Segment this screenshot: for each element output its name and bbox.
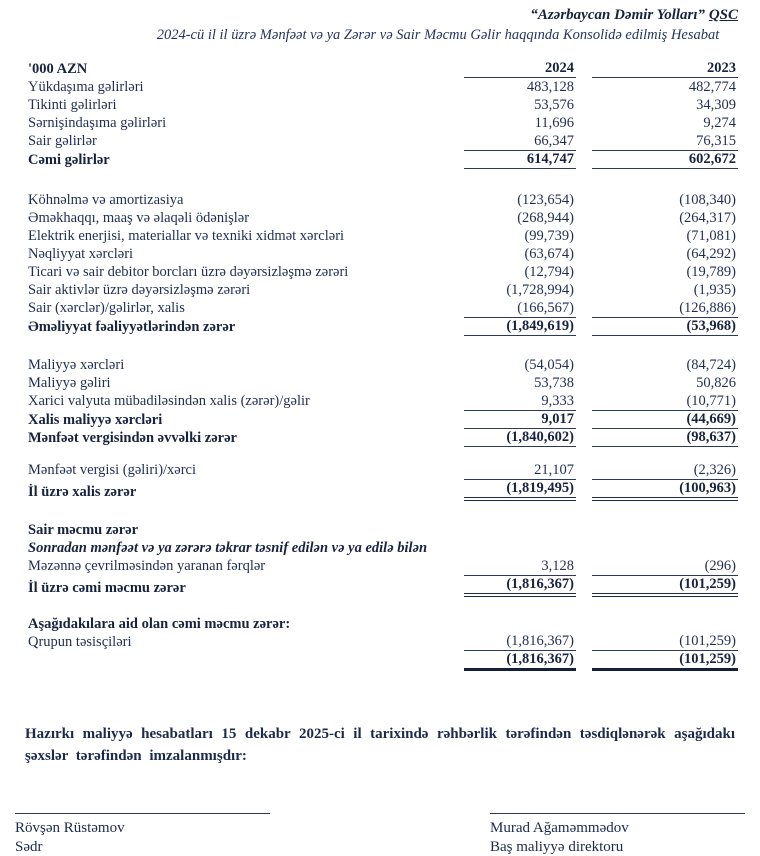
row-label: Xarici valyuta mübadiləsindən xalis (zərər)/gəlir [28, 393, 310, 409]
row-label: Ticari və sair debitor borcları üzrə dəyərsizləşmə zərəri [28, 264, 349, 280]
row-label: Qrupun təsisçiləri [28, 634, 132, 650]
value-2023: (108,340) [679, 192, 736, 208]
value-2024: 3,128 [541, 558, 574, 574]
value-2023: (126,886) [679, 300, 736, 316]
value-2024: 53,738 [534, 375, 574, 391]
value-2024: 21,107 [534, 462, 574, 478]
table-row [28, 299, 738, 317]
value-2024: 9,017 [464, 410, 576, 429]
row-label: İl üzrə xalis zərər [28, 484, 137, 500]
value-2024: (54,054) [524, 357, 574, 373]
table-row [28, 521, 738, 539]
value-2023: (101,259) [592, 633, 738, 651]
value-2023: (19,789) [686, 264, 736, 280]
table-row [28, 114, 738, 132]
row-label: Sair gəlirlər [28, 133, 97, 149]
row-label: Köhnəlmə və amortizasiya [28, 192, 184, 208]
table-row [28, 410, 738, 429]
table-row [28, 227, 738, 245]
table-row [28, 281, 738, 299]
table-row [28, 132, 738, 150]
value-2024: 483,128 [526, 79, 574, 95]
value-2023: (100,963) [592, 479, 738, 501]
row-label: Sərnişindaşıma gəlirləri [28, 115, 167, 131]
value-2023: (71,081) [686, 228, 736, 244]
table-row [28, 150, 738, 169]
table-row [28, 479, 738, 501]
table-spacer [28, 447, 738, 461]
table-row [28, 461, 738, 479]
table-spacer [28, 169, 738, 191]
value-2023: (2,326) [693, 462, 736, 478]
approval-statement: Hazırkı maliyyə hesabatları 15 dekabr 2025-ci il tarixində rəhbərlik tərəfindən təsdiqlənərək aşağıdakı şəxslər tərəfindən imzalanmışdır: [25, 726, 735, 764]
value-2024: (1,816,367) [464, 575, 576, 597]
table-row [28, 356, 738, 374]
value-2024: (166,567) [517, 300, 574, 316]
row-label: Maliyyə gəliri [28, 375, 111, 391]
table-row [28, 557, 738, 575]
value-2023: 9,274 [703, 115, 736, 131]
signatory-title: Baş maliyyə direktoru [490, 839, 624, 855]
value-2023: (84,724) [686, 357, 736, 373]
unit-header: '000 AZN [28, 61, 88, 77]
row-label: Nəqliyyat xərcləri [28, 246, 134, 262]
value-2023: (53,968) [592, 317, 738, 336]
value-2024: (99,739) [524, 228, 574, 244]
signature-block-left [15, 813, 270, 856]
value-2024: (63,674) [524, 246, 574, 262]
table-row [28, 263, 738, 281]
table-row [28, 317, 738, 336]
value-2024: (1,849,619) [464, 317, 576, 336]
table-row [28, 78, 738, 96]
value-2024: (123,654) [517, 192, 574, 208]
value-2023: 482,774 [688, 79, 736, 95]
row-label: Mənfəət vergisindən əvvəlki zərər [28, 430, 237, 446]
table-row [28, 539, 738, 557]
row-label: Maliyyə xərcləri [28, 357, 125, 373]
table-row [28, 615, 738, 633]
table-body [28, 78, 738, 671]
value-2023: 602,672 [592, 150, 738, 169]
table-row [28, 191, 738, 209]
value-2023: (98,637) [592, 429, 738, 447]
table-spacer [28, 597, 738, 615]
value-2024: (1,819,495) [464, 479, 576, 501]
value-2023: (64,292) [686, 246, 736, 262]
value-2023: 50,826 [696, 375, 736, 391]
value-2023: 34,309 [696, 97, 736, 113]
signatory-title: Sədr [15, 839, 43, 855]
row-label: Tikinti gəlirləri [28, 97, 117, 113]
row-label: Məzənnə çevrilməsindən yaranan fərqlər [28, 558, 266, 574]
income-statement-table [0, 58, 760, 671]
company-name-quoted: “Azərbaycan Dəmir Yolları” [530, 7, 706, 23]
column-header-2023: 2023 [592, 60, 738, 78]
value-2024: (1,728,994) [506, 282, 574, 298]
value-2024: (268,944) [517, 210, 574, 226]
row-label: Sair aktivlər üzrə dəyərsizləşmə zərəri [28, 282, 251, 298]
value-2023: (44,669) [592, 410, 738, 429]
row-label: Xalis maliyyə xərcləri [28, 412, 163, 428]
value-2023: (1,935) [693, 282, 736, 298]
signature-line [490, 813, 745, 814]
row-label: Aşağıdakılara aid olan cəmi məcmu zərər: [28, 616, 291, 632]
table-row [28, 575, 738, 597]
row-label: Sair məcmu zərər [28, 522, 139, 538]
table-row [28, 392, 738, 410]
signature-block-right [490, 813, 745, 856]
signatory-name: Murad Ağaməmmədov [490, 820, 629, 836]
table-row [28, 245, 738, 263]
row-label: Sair (xərclər)/gəlirlər, xalis [28, 300, 185, 316]
signatory-name: Rövşən Rüstəmov [15, 820, 125, 836]
table-header-row [28, 58, 738, 78]
value-2023: (10,771) [686, 393, 736, 409]
table-spacer [28, 336, 738, 356]
value-2024: 53,576 [534, 97, 574, 113]
report-title: 2024-cü il il üzrə Mənfəət və ya Zərər və Sair Məcmu Gəlir haqqında Konsolidə edilmiş Hesabat [156, 27, 720, 43]
value-2023: (101,259) [592, 575, 738, 597]
row-label: Cəmi gəlirlər [28, 152, 110, 168]
document-header [0, 6, 760, 46]
row-label: Mənfəət vergisi (gəliri)/xərci [28, 462, 197, 478]
row-label: Əməliyyat fəaliyyətlərindən zərər [28, 319, 236, 335]
row-label: Sonradan mənfəət və ya zərərə təkrar təsnif edilən və ya edilə bilən [28, 540, 428, 556]
table-row [28, 209, 738, 227]
value-2024: 9,333 [541, 393, 574, 409]
signature-line [15, 813, 270, 814]
table-row [28, 633, 738, 651]
table-spacer [28, 501, 738, 521]
table-row [28, 651, 738, 671]
row-label: Elektrik enerjisi, materiallar və texniki xidmət xərcləri [28, 228, 345, 244]
value-2023: 76,315 [696, 133, 736, 149]
signature-section [0, 813, 760, 856]
company-name [28, 6, 738, 24]
table-row [28, 429, 738, 447]
table-row [28, 96, 738, 114]
value-2023: (101,259) [592, 651, 738, 671]
company-suffix: QSC [708, 7, 738, 23]
value-2024: 11,696 [534, 115, 574, 131]
row-label: Əməkhaqqı, maaş və əlaqəli ödənişlər [28, 210, 250, 226]
value-2023: (296) [704, 558, 736, 574]
value-2024: 614,747 [464, 150, 576, 169]
value-2024: (1,816,367) [464, 651, 576, 671]
value-2024: (1,840,602) [464, 429, 576, 447]
value-2024: (12,794) [524, 264, 574, 280]
row-label: İl üzrə cəmi məcmu zərər [28, 580, 186, 596]
table-row [28, 374, 738, 392]
value-2023: (264,317) [679, 210, 736, 226]
value-2024: (1,816,367) [464, 633, 576, 651]
column-header-2024: 2024 [464, 60, 576, 78]
row-label: Yükdaşıma gəlirləri [28, 79, 144, 95]
value-2024: 66,347 [534, 133, 574, 149]
